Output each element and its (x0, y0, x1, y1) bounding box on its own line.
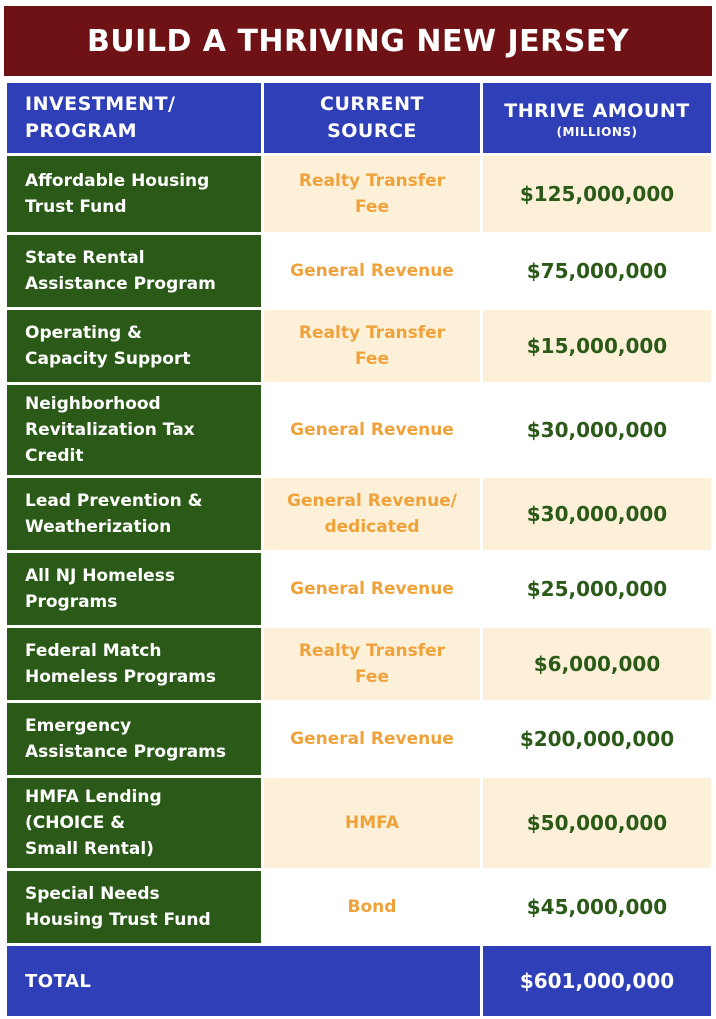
source-cell (264, 871, 480, 943)
source-cell-line: General Revenue (290, 579, 454, 599)
source-cell-line: General Revenue (290, 261, 454, 281)
total-label: TOTAL (7, 946, 480, 1016)
program-cell (7, 628, 261, 700)
source-cell-line: dedicated (324, 517, 420, 537)
source-cell (264, 310, 480, 382)
source-cell (264, 553, 480, 625)
program-cell-line: Trust Fund (25, 197, 127, 217)
source-cell-line: General Revenue/ (287, 491, 457, 511)
table-row (7, 871, 711, 943)
program-cell (7, 871, 261, 943)
program-cell-line: Homeless Programs (25, 667, 217, 687)
source-cell-line: Fee (355, 349, 389, 369)
table-row (7, 778, 711, 868)
table-row (7, 310, 711, 382)
program-cell (7, 703, 261, 775)
source-cell (264, 385, 480, 475)
total-row (7, 946, 711, 1016)
program-cell-line: Weatherization (25, 517, 172, 537)
table-row (7, 553, 711, 625)
source-cell-line: Fee (355, 197, 389, 217)
program-cell-line: (CHOICE & (25, 813, 126, 833)
source-cell-line: General Revenue (290, 729, 454, 749)
program-cell-line: All NJ Homeless (25, 566, 175, 586)
program-cell-line: Special Needs (25, 884, 160, 904)
source-cell (264, 628, 480, 700)
program-cell-line: Assistance Program (25, 274, 216, 294)
program-cell-line: Revitalization Tax (25, 420, 195, 440)
header-source (264, 83, 480, 153)
amount-cell: $15,000,000 (483, 310, 711, 382)
program-cell-line: Affordable Housing (25, 171, 210, 191)
amount-cell: $75,000,000 (483, 235, 711, 307)
header-program-line: INVESTMENT/ (25, 93, 176, 115)
program-cell-line: Assistance Programs (25, 742, 226, 762)
amount-cell: $25,000,000 (483, 553, 711, 625)
program-cell-line: Housing Trust Fund (25, 910, 211, 930)
amount-cell: $125,000,000 (483, 156, 711, 232)
program-cell (7, 778, 261, 868)
amount-cell: $30,000,000 (483, 385, 711, 475)
investment-table (4, 80, 714, 1019)
amount-cell: $6,000,000 (483, 628, 711, 700)
table-row (7, 628, 711, 700)
program-cell (7, 156, 261, 232)
source-cell-line: Realty Transfer (298, 641, 446, 661)
table-row (7, 385, 711, 475)
source-cell (264, 156, 480, 232)
program-cell-line: Programs (25, 592, 118, 612)
program-cell-line: State Rental (25, 248, 145, 268)
source-cell-line: Fee (355, 667, 389, 687)
header-program-line: PROGRAM (25, 120, 138, 142)
program-cell-line: Operating & (25, 323, 142, 343)
program-cell-line: Capacity Support (25, 349, 191, 369)
table-row (7, 156, 711, 232)
amount-cell: $50,000,000 (483, 778, 711, 868)
table-row (7, 478, 711, 550)
table-row (7, 235, 711, 307)
program-cell (7, 553, 261, 625)
header-amount (483, 83, 711, 153)
source-cell (264, 235, 480, 307)
program-cell-line: Federal Match (25, 641, 162, 661)
header-amount-label: THRIVE AMOUNT (504, 99, 690, 122)
amount-cell: $30,000,000 (483, 478, 711, 550)
amount-cell: $45,000,000 (483, 871, 711, 943)
source-cell-line: HMFA (345, 813, 399, 833)
total-amount: $601,000,000 (483, 946, 711, 1016)
program-cell-line: Credit (25, 446, 84, 466)
source-cell-line: Bond (347, 897, 397, 917)
amount-cell: $200,000,000 (483, 703, 711, 775)
program-cell (7, 478, 261, 550)
program-cell (7, 235, 261, 307)
source-cell-line: Realty Transfer (298, 171, 446, 191)
header-source-line: SOURCE (327, 120, 417, 142)
header-row (7, 83, 711, 153)
table-row (7, 703, 711, 775)
header-amount-unit: (MILLIONS) (556, 124, 638, 139)
header-source-line: CURRENT (320, 93, 424, 115)
source-cell-line: Realty Transfer (298, 323, 446, 343)
program-cell-line: Neighborhood (25, 394, 161, 414)
source-cell (264, 478, 480, 550)
program-cell (7, 310, 261, 382)
header-program (7, 83, 261, 153)
program-cell-line: Lead Prevention & (25, 491, 203, 511)
source-cell (264, 778, 480, 868)
program-cell (7, 385, 261, 475)
program-cell-line: Emergency (25, 716, 132, 736)
source-cell (264, 703, 480, 775)
page-title: BUILD A THRIVING NEW JERSEY (4, 6, 712, 76)
program-cell-line: Small Rental) (25, 839, 154, 859)
source-cell-line: General Revenue (290, 420, 454, 440)
program-cell-line: HMFA Lending (25, 787, 162, 807)
